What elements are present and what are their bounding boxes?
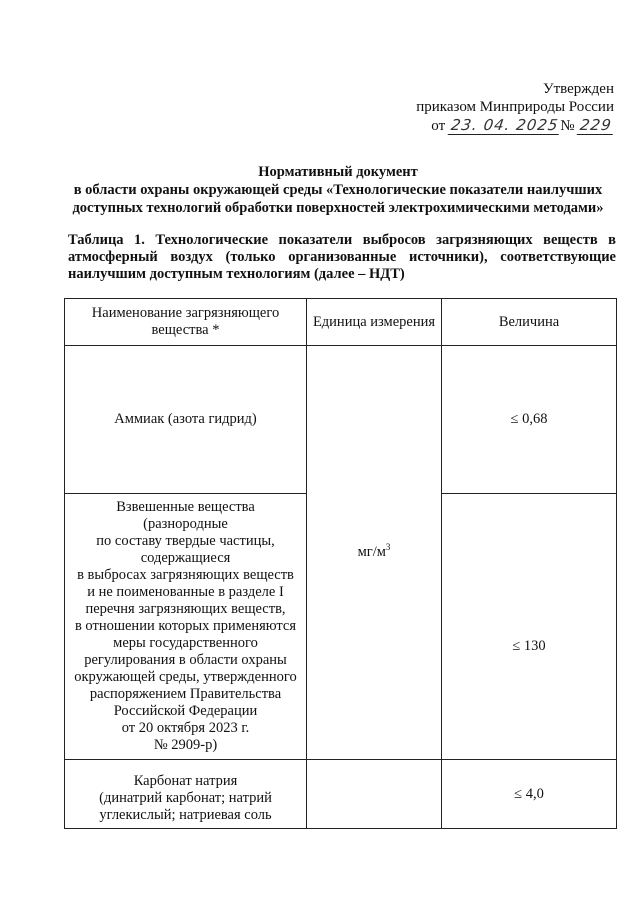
document-title: [58, 163, 618, 217]
suspended-substance-line: окружающей среды, утвержденного: [74, 669, 297, 685]
suspended-substance-line: распоряжением Правительства: [89, 686, 282, 702]
cell-unit-empty: [307, 760, 442, 829]
cell-value-ammonia: ≤ 0,68: [442, 346, 617, 494]
table-row: [65, 760, 617, 829]
approval-date-number: [416, 116, 614, 135]
suspended-substance-line: регулирования в области охраны: [84, 652, 287, 668]
approval-from-prefix: от: [431, 118, 446, 134]
cell-substance-ammonia: Аммиак (азота гидрид): [65, 346, 307, 494]
emissions-table: [64, 298, 617, 829]
suspended-substance-line: Российской Федерации: [113, 703, 258, 719]
table-row: [65, 346, 617, 494]
suspended-substance-line: и не поименованные в разделе I: [87, 584, 284, 600]
unit-superscript: 3: [385, 542, 391, 553]
approval-line-order: приказом Минприроды России: [416, 99, 614, 115]
table-header-row: [65, 299, 617, 346]
approval-date-handwritten: 23. 04. 2025: [448, 116, 562, 135]
approval-number-sign: №: [560, 118, 575, 134]
suspended-substance-line: в выбросах загрязняющих веществ: [77, 567, 294, 583]
suspended-substance-line: меры государственного: [113, 635, 258, 651]
cell-value-suspended: ≤ 130: [442, 494, 617, 760]
header-substance: Наименование загрязняющего вещества *: [65, 299, 307, 346]
suspended-substance-line: по составу твердые частицы,: [96, 533, 275, 549]
suspended-substance-line: в отношении которых применяются: [74, 618, 297, 634]
header-value: Величина: [442, 299, 617, 346]
suspended-substance-line: содержащиеся: [140, 550, 231, 566]
suspended-substance-line: Взвешенные вещества: [116, 499, 255, 515]
header-unit: Единица измерения: [307, 299, 442, 346]
cell-value-sodium-carbonate: ≤ 4,0: [442, 760, 617, 829]
approval-line-approved: Утвержден: [542, 81, 614, 97]
cell-substance-sodium-carbonate: [65, 760, 307, 829]
suspended-substance-line: (разнородные: [143, 516, 228, 532]
suspended-substance-line: № 2909-р): [153, 737, 218, 753]
document-title-main: Нормативный документ: [258, 164, 418, 180]
table-caption: Таблица 1. Технологические показатели выбросов загрязняющих веществ в атмосферный воздух (только организованные источники), соответствующие наилучшим доступным технологиям (далее – НДТ): [68, 232, 616, 282]
document-title-subtitle: в области охраны окружающей среды «Технологические показатели наилучших доступных технологий обработки поверхностей электрохимическими методами»: [72, 182, 604, 216]
suspended-substance-line: перечня загрязняющих веществ,: [85, 601, 286, 617]
sodium-carbonate-line: (динатрий карбонат; натрий: [99, 789, 272, 806]
suspended-substance-line: от 20 октября 2023 г.: [121, 720, 250, 736]
approval-block: [416, 80, 614, 135]
cell-substance-suspended: [65, 494, 307, 760]
sodium-carbonate-line: Карбонат натрия: [133, 772, 238, 789]
cell-unit: [307, 346, 442, 760]
sodium-carbonate-line: углекислый; натриевая соль: [99, 806, 272, 823]
approval-number-handwritten: 229: [577, 116, 615, 135]
unit-text: мг/м: [357, 544, 386, 560]
